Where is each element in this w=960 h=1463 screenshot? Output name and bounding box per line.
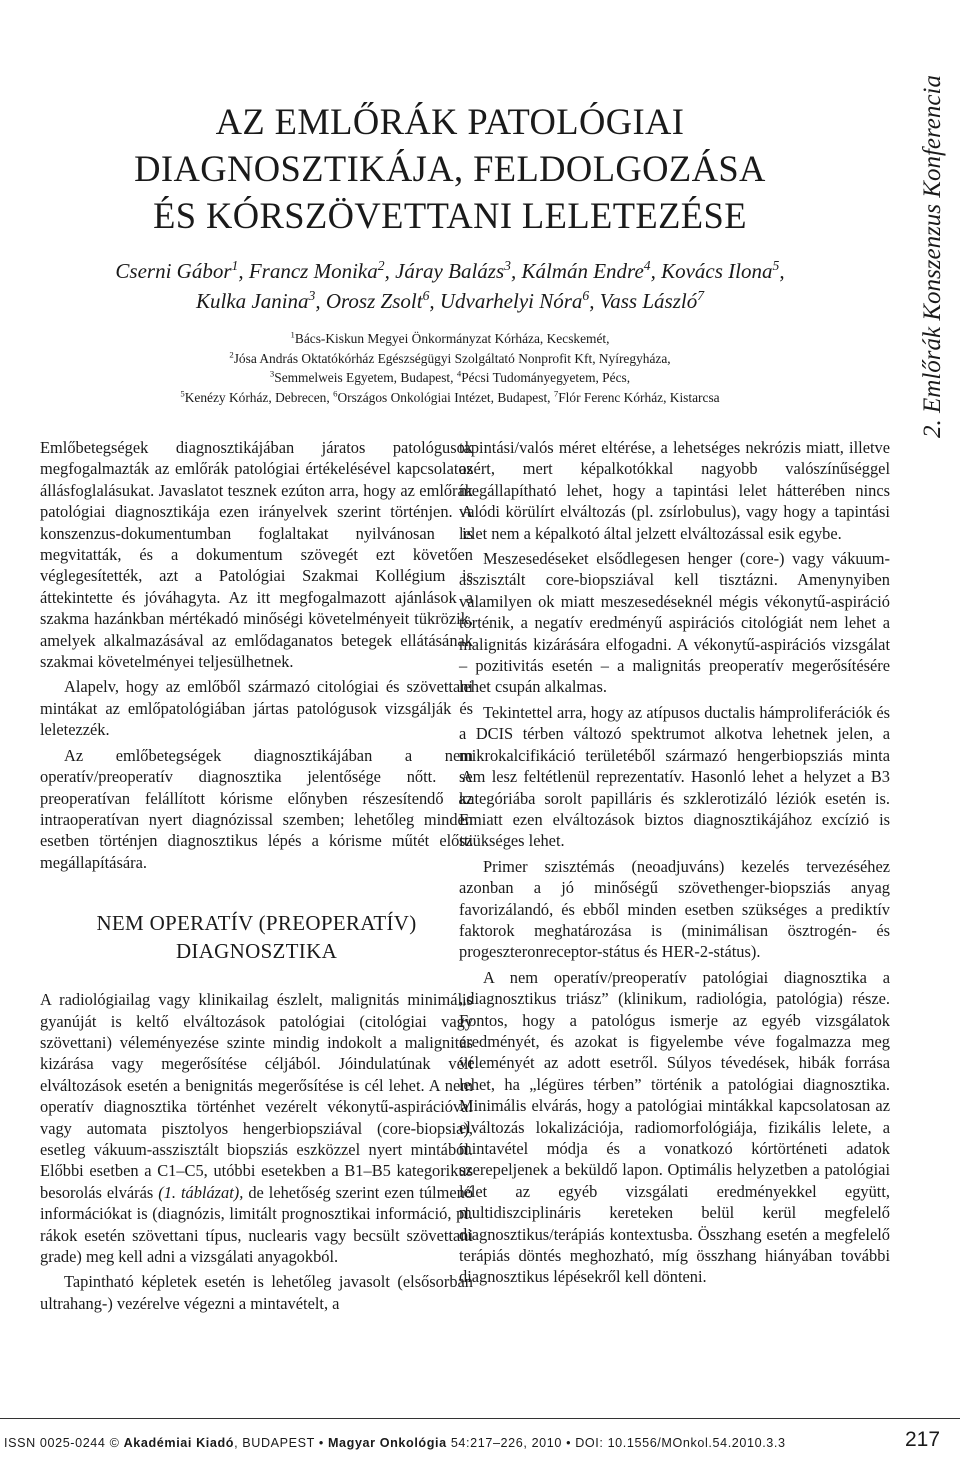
body-paragraph: A nem operatív/preoperatív patológiai diagnosztika a „diagnosztikus triász” (klinikum, radiológia, patológia) része. Fontos, hogy a patológus ismerje az egyéb vizsgálatok eredményét, és azokat is figyelembe véve fogalmazza meg véleményét az adott esetről. Súlyos tévedések, hibák forrása lehet, ha „légüres térben” történik a patológiai diagnosztika. Minimális elvárás, hogy a patológiai mintákkal kapcsolatosan az elváltozás lokalizációja, radiomorfológiája, fizikális lelete, a mintavétel módja és a vonatkozó kórtörténeti adatok szerepeljenek a beküldő lapon. Optimális helyzetben a patológiai lelet az egyéb vizsgálati eredményekkel együtt, multidiszciplináris kereteken belül kerül megfelelő diagnosztikus/terápiás kontextusba. Összhang esetén a megfelelő terápiás döntés meghozható, míg összhang hiányában további diagnosztikus lépésekről kell dönteni. (459, 967, 890, 1287)
body-paragraph: Primer szisztémás (neoadjuváns) kezelés tervezéséhez azonban a jó minőségű szövethenger-biopsziás anyag favorizálandó, és ebből minden esetben szükséges a prediktív faktorok meghatározása is (minimálisan ösztrogén- és progeszteronreceptor-státus és HER-2-státus). (459, 856, 890, 962)
body-paragraph: Emlőbetegségek diagnosztikájában járatos patológusok megfogalmazták az emlőrák patológiai értékelésével kapcsolatos állásfoglalásukat. Javaslatot tesznek ezúton arra, hogy az emlőrák patológiai diagnosztikája ezen irányelvek szerint történjen. A konszenzus-dokumentumban foglaltakat nyilvánosan is megvitatták, és a dokumentum szövegét ezt követően véglegesítették, azt a Patológiai Szakmai Kollégium is áttekintette és jóváhagyta. Az itt megfogalmazott ajánlások a szakma hazánkban mértékadó minőségi követelményeit tükrözik, amelyek alkalmazásával az emlődaganatos betegek ellátásának szakmai követelményei teljesülhetnek. (40, 438, 473, 672)
affiliation-line: $^1$Bács-Kiskun Megyei Önkormányzat Kórháza, Kecskemét, (290, 329, 610, 346)
author-affiliation-mark: 1 (231, 258, 239, 273)
author-affiliation-mark: 2 (377, 258, 385, 273)
author-name: Francz Monika (248, 259, 378, 283)
body-paragraph: Tapintható képletek esetén is lehetőleg javasolt (elsősorban ultrahang-) vezérelve végezni a mintavételt, a (40, 1272, 473, 1313)
affiliation-line: $^5$Kenézy Kórház, Debrecen, $^6$Országos Onkológiai Intézet, Budapest, $^7$Flór Ferenc Kórház, Kistarcsa (180, 388, 720, 405)
author-list (40, 256, 860, 316)
page-number: 217 (905, 1428, 941, 1451)
author-affiliation-mark: 3 (308, 288, 316, 303)
body-paragraph: A radiológiailag vagy klinikailag észlelt, malignitás minimális gyanúját is keltő elváltozások patológiai (citológiai vagy szövettani) véleményezése szinte mindig indokolt a malignitás kizárása vagy megerősítése céljából. Jóindulatúnak vélt elváltozások esetén a benignitás megerősítése is cél lehet. A nem operatív diagnosztika történhet vezérelt vékonytű-aspirációval vagy automata pisztolyos hengerbiopsziával (core-biopsia), esetleg vákuum-asszisztált biopsziás eszközzel nyert mintából. Előbbi esetben a C1–C5, utóbbi esetekben a B1–B5 kategorikus besorolás elvárás (1. táblázat), de lehetőség szerint ezen túlmenő információkat is (diagnózis, limitált prognosztikai információ, pl. rákok esetén szövettani típus, nuclearis vagy becsült szövettani grade) meg kell adni a vizsgálati anyagokból. (40, 990, 473, 1266)
publisher-name: Akadémiai Kiadó (123, 1436, 235, 1450)
body-paragraph: tapintási/valós méret eltérése, a lehetséges nekrózis miatt, illetve azért, mert képalkotókkal nagyobb valószínűséggel megállapítható lehet, hogy a tapintási lelet hátterében nincs valódi körülírt elváltozás (pl. zsírlobulus), vagy hogy a tapintási lelet nem a képalkotó által jelzett elváltozással esik egybe. (459, 438, 890, 543)
body-paragraph: Az emlőbetegségek diagnosztikájában a nem operatív/preoperatív diagnosztika jelentősége nőtt. A preoperatívan felállított kórisme előnyben részesítendő az intraoperatívan nyert diagnózissal szemben; lehetőleg minden esetben történjen diagnosztikus lépés a kórisme műtét előtti megállapítására. (40, 745, 473, 872)
author-line: Cserni Gábor$^1$, Francz Monika$^2$, Járay Balázs$^3$, Kálmán Endre$^4$, Kovács Ilona$^5$, (115, 258, 785, 283)
title-line: AZ EMLŐRÁK PATOLÓGIAI (215, 101, 685, 142)
author-name: Cserni Gábor (115, 259, 232, 283)
author-affiliation-mark: 5 (772, 258, 780, 273)
author-name: Kálmán Endre (521, 259, 644, 283)
journal-name: Magyar Onkológia (327, 1436, 447, 1450)
affiliation-line: $^2$Jósa András Oktatókórház Egészségügyi Szolgáltató Nonprofit Kft, Nyíregyháza, (229, 349, 671, 366)
author-affiliation-mark: 6 (422, 288, 430, 303)
title-line: ÉS KÓRSZÖVETTANI LELETEZÉSE (153, 195, 747, 236)
affiliation-list (40, 329, 860, 407)
left-column (40, 437, 473, 1318)
author-affiliation-mark: 7 (697, 288, 705, 303)
author-name: Orosz Zsolt (325, 289, 423, 313)
table-reference: (1. táblázat), (158, 1182, 244, 1202)
conference-sidebar (900, 18, 960, 438)
author-name: Kovács Ilona (661, 259, 773, 283)
footer-divider (0, 1418, 960, 1419)
body-paragraph: Tekintettel arra, hogy az atípusos ductalis hámproliferációk és a DCIS térben változó spektrumot alkotva lehetnek jelen, a mikrokalcifikáció területéből származó hengerbiopsziás minta sem lesz feltétlenül reprezentatív. Hasonló lehet a helyzet a B3 kategóriába sorolt papilláris és szklerotizáló léziók esetén is. Emiatt ezen elváltozások biztos diagnosztikájához excízió is szükséges lehet. (459, 702, 890, 851)
right-column (459, 437, 890, 1292)
author-affiliation-mark: 4 (643, 258, 651, 273)
article-title (40, 98, 860, 239)
author-name: Udvarhelyi Nóra (439, 289, 583, 313)
affiliation-line: $^3$Semmelweis Egyetem, Budapest, $^4$Pécsi Tudományegyetem, Pécs, (269, 368, 631, 385)
body-paragraph: Alapelv, hogy az emlőből származó citológiai és szövettani mintákat az emlőpatológiában jártas patológusok vizsgálják és leletezzék. (40, 677, 473, 740)
author-name: Vass László (599, 289, 698, 313)
title-line: DIAGNOSZTIKÁJA, FELDOLGOZÁSA (134, 148, 766, 189)
sidebar-label: 2. Emlőrák Konszenzus Konferencia (919, 75, 946, 438)
body-paragraph: Meszesedéseket elsődlegesen henger (core-) vagy vákuum-asszisztált core-biopsziával kell tisztázni. Amenynyiben valamilyen ok miatt meszesedéseknél mégis vékonytű-aspiráció történik, a negatív eredményű aspirációs citológiát nem lehet a malignitás kizárására elfogadni. A vékonytű-aspirációs vizsgálat – pozitivitás esetén – a malignitás preoperatív megerősítésére lehet csupán alkalmas. (459, 549, 890, 697)
citation-footer: ISSN 0025-0244 © Akadémiai Kiadó, BUDAPEST • Magyar Onkológia 54:217–226, 2010 • DOI: 10.1556/MOnkol.54.2010.3.3 (4, 1436, 786, 1450)
author-line: Kulka Janina$^3$, Orosz Zsolt$^6$, Udvarhelyi Nóra$^6$, Vass László$^7$ (195, 288, 705, 313)
author-name: Kulka Janina (195, 289, 309, 313)
author-affiliation-mark: 3 (504, 258, 511, 273)
section-heading: NEM OPERATÍV (PREOPERATÍV) DIAGNOSZTIKA (96, 911, 417, 964)
author-name: Járay Balázs (395, 259, 505, 283)
author-affiliation-mark: 6 (582, 288, 590, 303)
